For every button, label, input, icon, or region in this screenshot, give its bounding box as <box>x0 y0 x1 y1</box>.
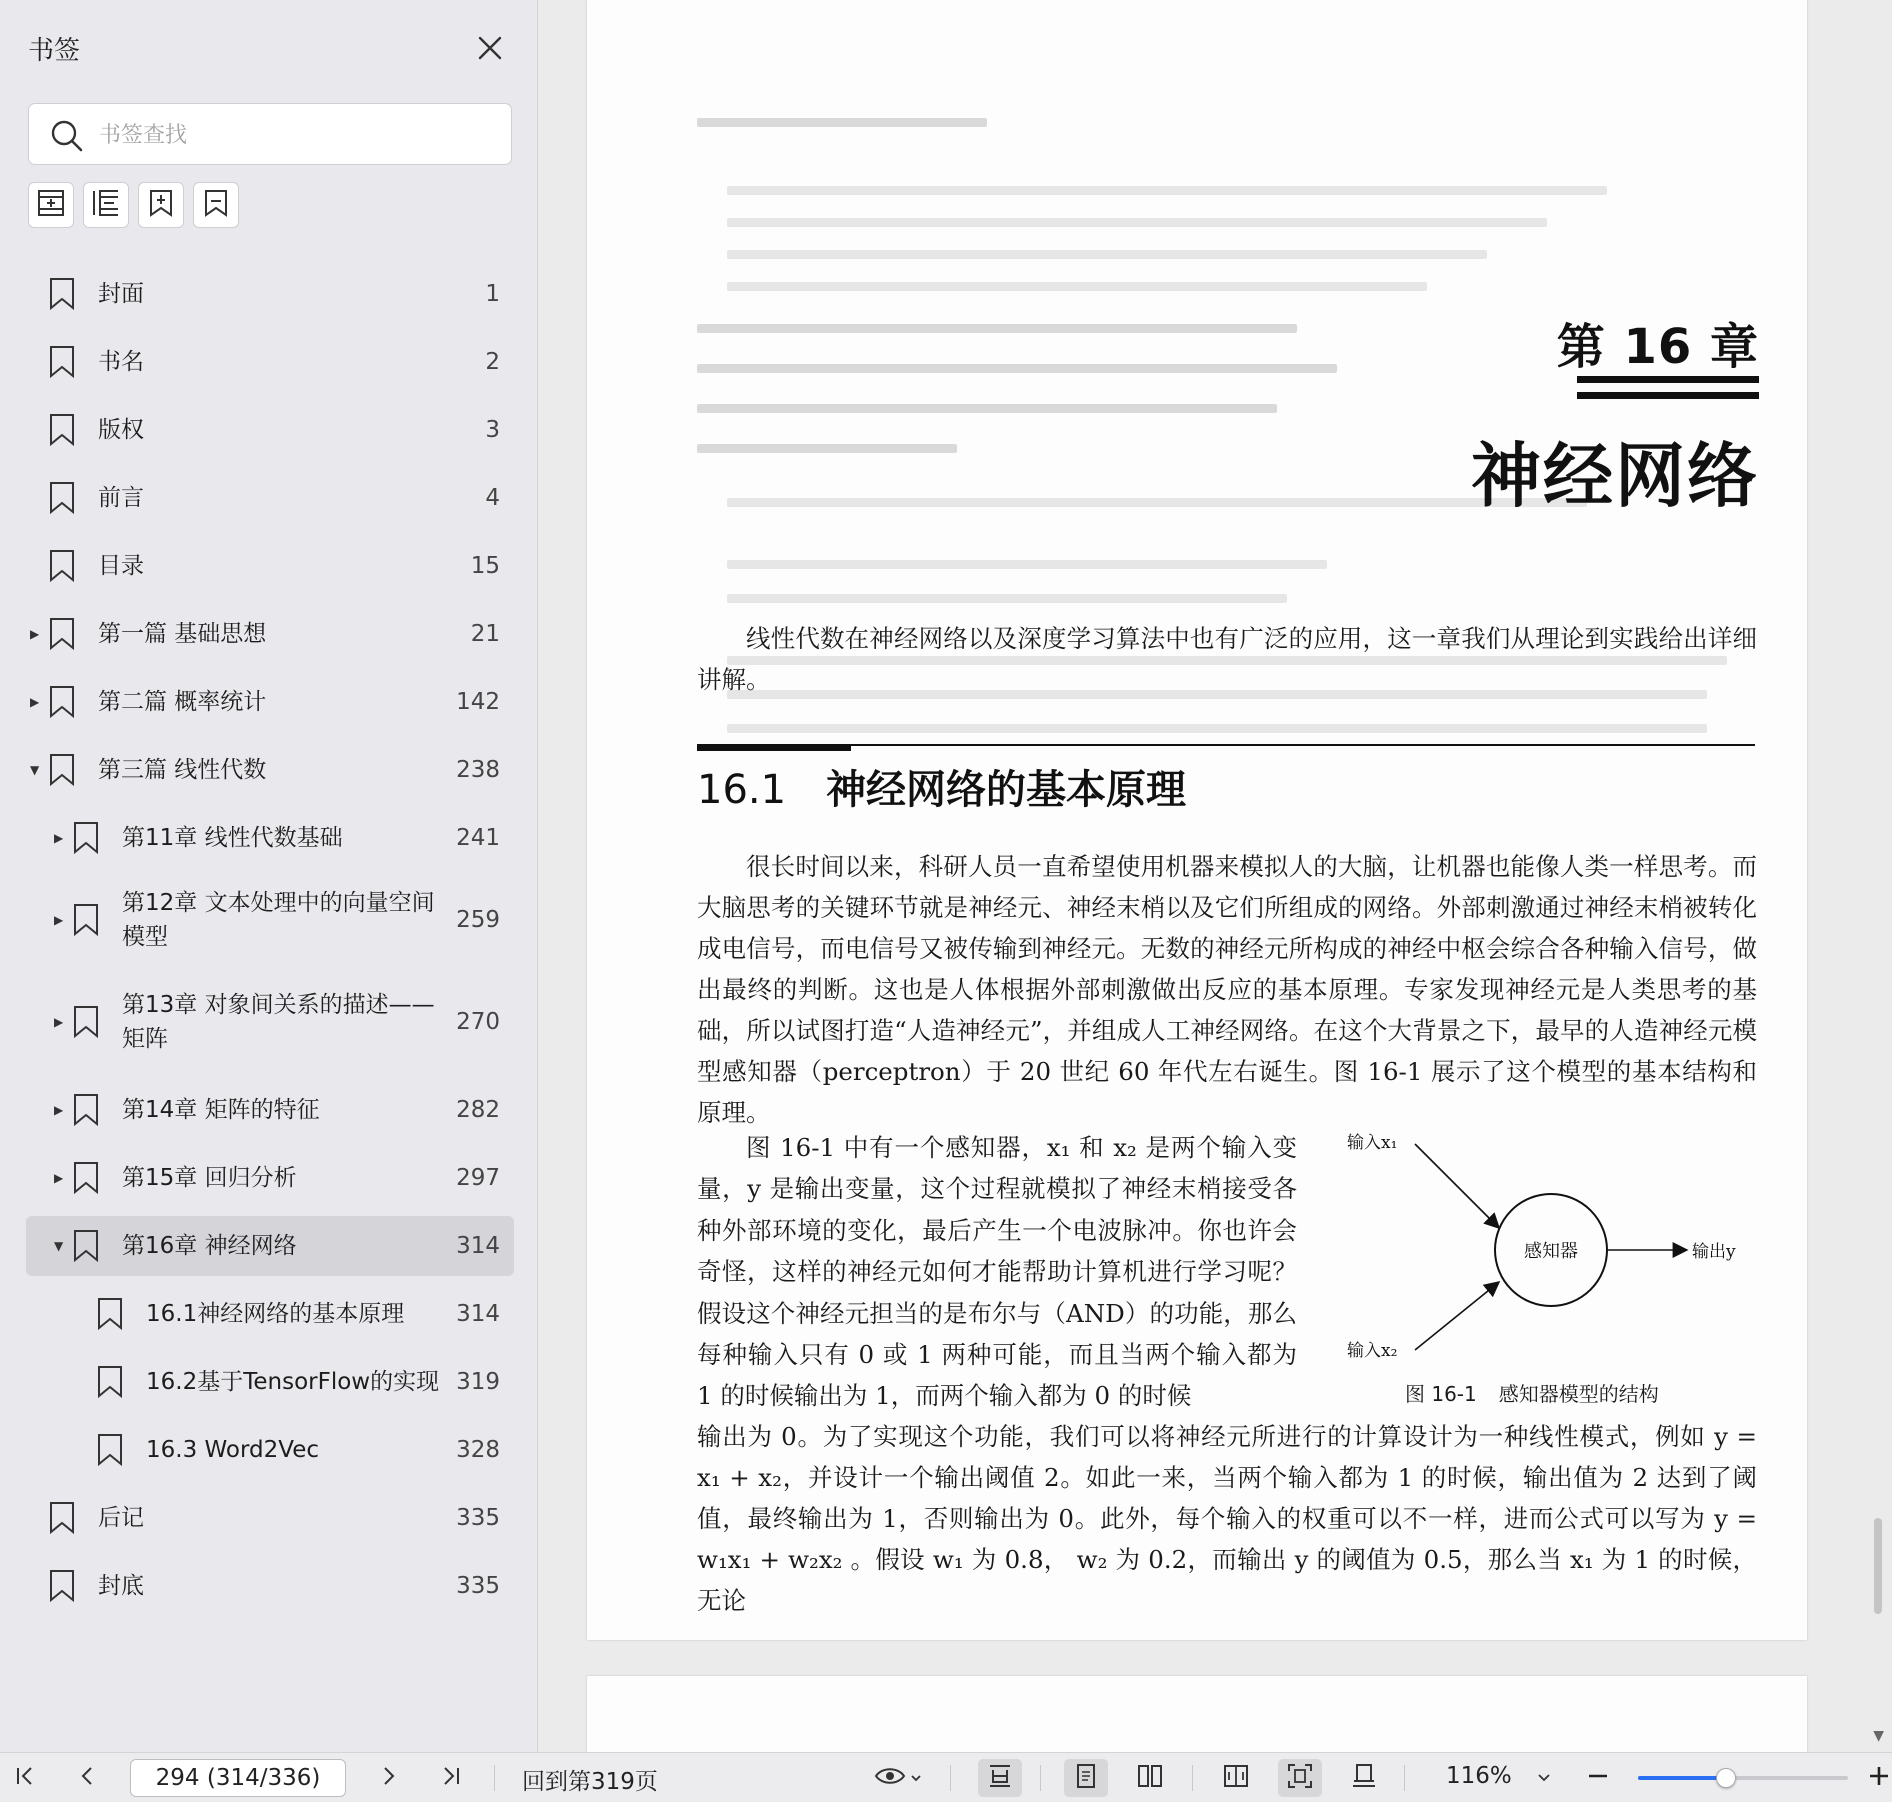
bookmark-icon <box>72 1005 100 1039</box>
book-mode-button[interactable] <box>1214 1759 1258 1797</box>
bookmark-icon <box>96 1297 124 1331</box>
add-bookmark-button[interactable] <box>28 182 74 228</box>
bookmark-label: 目录 <box>98 553 144 579</box>
go-to-page-link[interactable]: 回到第319页 <box>522 1769 658 1795</box>
add-sub-bookmark-button[interactable] <box>83 182 129 228</box>
fit-page-button[interactable] <box>1278 1759 1322 1797</box>
bookmark-label: 封面 <box>98 281 144 307</box>
bookmark-label: 书名 <box>98 349 144 375</box>
bottom-toolbar <box>0 1752 1892 1802</box>
zoom-in-button[interactable] <box>1866 1759 1892 1797</box>
scroll-mode-icon <box>1350 1762 1378 1794</box>
bookmark-page-number: 282 <box>456 1097 500 1123</box>
first-page-button[interactable] <box>8 1759 42 1797</box>
bookmark-item[interactable] <box>26 1148 514 1208</box>
bookmark-label: 第二篇 概率统计 <box>98 689 267 715</box>
bookmark-page-number: 238 <box>456 757 500 783</box>
bookmark-item[interactable] <box>26 604 514 664</box>
bookmark-label: 16.1神经网络的基本原理 <box>146 1301 405 1327</box>
toolbar-divider <box>950 1765 951 1791</box>
figure-input2-label: 输入x₂ <box>1347 1341 1398 1361</box>
last-page-button[interactable] <box>434 1759 468 1797</box>
bookmark-label: 第11章 线性代数基础 <box>122 825 343 851</box>
perceptron-figure <box>1347 1120 1767 1400</box>
figure-caption <box>1405 1378 1659 1407</box>
add-sub-bookmark-icon <box>91 188 121 222</box>
bookmark-page-number: 4 <box>485 485 500 511</box>
page-number-input[interactable] <box>130 1759 346 1797</box>
bookmark-page-number: 314 <box>456 1301 500 1327</box>
bookmark-page-number: 2 <box>485 349 500 375</box>
bookmark-page-number: 314 <box>456 1233 500 1259</box>
book-mode-icon <box>1222 1762 1250 1794</box>
fit-width-icon <box>986 1762 1014 1794</box>
bookmark-item[interactable] <box>26 1284 514 1344</box>
bookmark-item[interactable] <box>26 672 514 732</box>
bookmark-label: 版权 <box>98 417 144 443</box>
bookmark-icon <box>48 277 76 311</box>
caret-right-icon[interactable]: ▶ <box>54 1103 64 1117</box>
bookmark-search <box>28 103 512 165</box>
chevron-down-icon <box>910 1769 922 1788</box>
bookmark-icon <box>48 685 76 719</box>
bookmark-search-input[interactable] <box>99 116 489 154</box>
scroll-mode-button[interactable] <box>1342 1759 1386 1797</box>
bookmark-icon <box>48 1569 76 1603</box>
sidebar-title: 书签 <box>28 36 81 66</box>
toolbar-divider <box>1192 1765 1193 1791</box>
zoom-slider-fill <box>1638 1776 1726 1780</box>
bookmark-label: 第一篇 基础思想 <box>98 621 267 647</box>
chevron-left-icon <box>75 1764 99 1792</box>
toolbar-divider <box>1404 1765 1405 1791</box>
bookmark-sidebar <box>0 0 538 1752</box>
bookmark-page-number: 15 <box>470 553 500 579</box>
bookmark-page-number: 335 <box>456 1505 500 1531</box>
figure-input1-label: 输入x₁ <box>1347 1133 1398 1153</box>
bookmark-item[interactable] <box>26 1216 514 1276</box>
bookmark-icon <box>72 1161 100 1195</box>
bookmark-label: 封底 <box>98 1573 144 1599</box>
chapter-rule <box>1577 392 1759 399</box>
bookmark-icon <box>48 617 76 651</box>
bookmark-icon <box>48 345 76 379</box>
bookmark-page-number: 241 <box>456 825 500 851</box>
bookmark-icon <box>72 903 100 937</box>
bookmark-label: 前言 <box>98 485 144 511</box>
bookmark-item[interactable] <box>26 1488 514 1548</box>
bookmark-page-number: 319 <box>456 1369 500 1395</box>
bookmark-item[interactable] <box>26 1352 514 1412</box>
scroll-down-icon[interactable]: ▼ <box>1873 1728 1884 1744</box>
bookmark-item[interactable] <box>26 740 514 800</box>
close-icon[interactable] <box>470 28 510 68</box>
collapse-bookmark-button[interactable] <box>138 182 184 228</box>
figure-node-label: 感知器 <box>1524 1241 1578 1262</box>
plus-icon <box>1867 1764 1891 1792</box>
delete-bookmark-button[interactable] <box>193 182 239 228</box>
toolbar-divider <box>494 1765 495 1791</box>
section-title: 神经网络的基本原理 <box>826 767 1187 813</box>
chapter-rule <box>1577 376 1759 383</box>
search-icon <box>49 118 85 154</box>
bookmark-label: 第16章 神经网络 <box>122 1233 297 1259</box>
bookmark-label: 16.3 Word2Vec <box>146 1437 320 1463</box>
add-bookmark-icon <box>36 188 66 222</box>
figure-caption-text: 感知器模型的结构 <box>1498 1382 1659 1406</box>
bookmark-icon <box>48 549 76 583</box>
bookmark-page-number: 1 <box>485 281 500 307</box>
bookmark-item[interactable] <box>26 808 514 868</box>
previous-page-button[interactable] <box>70 1759 104 1797</box>
body-paragraph: 图 16-1 中有一个感知器，x₁ 和 x₂ 是两个输入变量，y 是输出变量，这个过程就模拟了神经末梢接受各种外部环境的变化，最后产生一个电波脉冲。你也许会奇怪，这样的神经元如何才能帮助计算机进行学习呢？假设这个神经元担当的是布尔与（AND）的功能，那么每种输入只有 0 或 1 两种可能，而且当两个输入都为 1 的时候输出为 1，而两个输入都为 0 的时候 <box>697 1133 1297 1411</box>
first-page-icon <box>13 1764 37 1792</box>
last-page-icon <box>439 1764 463 1792</box>
minus-icon <box>1586 1764 1610 1792</box>
bookmark-label: 第13章 对象间关系的描述——矩阵 <box>122 992 435 1052</box>
bookmark-page-number: 335 <box>456 1573 500 1599</box>
bookmark-item[interactable] <box>26 400 514 460</box>
body-paragraph: 很长时间以来，科研人员一直希望使用机器来模拟人的大脑，让机器也能像人类一样思考。而大脑思考的关键环节就是神经元、神经末梢以及它们所组成的网络。外部刺激通过神经末梢被转化成电信号，而电信号又被传输到神经元。无数的神经元所构成的神经中枢会综合各种输入信号，做出最终的判断。这也是人体根据外部刺激做出反应的基本原理。专家发现神经元是人类思考的基础，所以试图打造“人造神经元”，并组成人工神经网络。在这个大背景之下，最早的人造神经元模型感知器（perceptron）于 20 世纪 60 年代左右诞生。图 16-1 展示了这个模型的基本结构和原理。 <box>697 852 1757 1127</box>
bookmark-label: 后记 <box>98 1505 144 1531</box>
bookmark-icon <box>96 1433 124 1467</box>
document-page <box>587 0 1807 1640</box>
toolbar-divider <box>1040 1765 1041 1791</box>
bookmark-item[interactable] <box>26 332 514 392</box>
collapse-bookmark-icon <box>146 188 176 222</box>
document-view[interactable] <box>539 0 1892 1752</box>
bookmark-item[interactable] <box>26 978 514 1066</box>
caret-down-icon[interactable]: ▼ <box>54 1239 64 1253</box>
zoom-out-button[interactable] <box>1580 1759 1616 1797</box>
bookmark-item[interactable] <box>26 468 514 528</box>
bookmark-icon <box>48 1501 76 1535</box>
bookmark-item[interactable] <box>26 876 514 964</box>
fit-page-icon <box>1286 1762 1314 1794</box>
fit-width-button[interactable] <box>978 1759 1022 1797</box>
bookmark-item[interactable] <box>26 1420 514 1480</box>
bookmark-page-number: 297 <box>456 1165 500 1191</box>
bookmark-label: 16.2基于TensorFlow的实现 <box>146 1369 440 1395</box>
zoom-dropdown-button[interactable] <box>1530 1759 1558 1797</box>
bookmark-icon <box>72 1093 100 1127</box>
section-heading <box>697 758 1186 815</box>
bookmark-page-number: 142 <box>456 689 500 715</box>
zoom-slider-handle[interactable] <box>1716 1768 1736 1788</box>
section-rule <box>697 744 1755 746</box>
bookmark-icon <box>48 413 76 447</box>
bookmark-label: 第12章 文本处理中的向量空间模型 <box>122 890 435 950</box>
caret-right-icon[interactable]: ▶ <box>54 1015 64 1029</box>
single-page-icon <box>1072 1762 1100 1794</box>
caret-right-icon[interactable]: ▶ <box>30 627 40 641</box>
bookmark-page-number: 328 <box>456 1437 500 1463</box>
section-number: 16.1 <box>697 767 787 813</box>
figure-output-label: 输出y <box>1692 1242 1736 1262</box>
bookmark-item[interactable] <box>26 1556 514 1616</box>
bookmark-item[interactable] <box>26 536 514 596</box>
single-page-button[interactable] <box>1064 1759 1108 1797</box>
eye-icon <box>874 1764 908 1792</box>
bookmark-page-number: 270 <box>456 1009 500 1035</box>
two-page-icon <box>1136 1762 1164 1794</box>
section-rule <box>697 744 851 751</box>
zoom-slider[interactable] <box>1638 1776 1848 1780</box>
bookmark-icon <box>48 481 76 515</box>
chapter-intro: 线性代数在神经网络以及深度学习算法中也有广泛的应用，这一章我们从理论到实践给出详细讲解。 <box>697 624 1757 694</box>
bookmark-label: 第14章 矩阵的特征 <box>122 1097 320 1123</box>
bookmark-icon <box>72 1229 100 1263</box>
chevron-right-icon <box>377 1764 401 1792</box>
bookmark-label: 第15章 回归分析 <box>122 1165 297 1191</box>
two-page-button[interactable] <box>1128 1759 1172 1797</box>
chapter-title: 神经网络 <box>1471 435 1759 517</box>
bookmark-icon <box>201 188 231 222</box>
bookmark-page-number: 3 <box>485 417 500 443</box>
chevron-down-icon <box>1537 1769 1551 1788</box>
next-page-button[interactable] <box>372 1759 406 1797</box>
chapter-number: 第 16 章 <box>1556 319 1759 375</box>
bookmark-icon <box>72 821 100 855</box>
caret-right-icon[interactable]: ▶ <box>54 831 64 845</box>
caret-down-icon[interactable]: ▼ <box>30 763 40 777</box>
caret-right-icon[interactable]: ▶ <box>54 1171 64 1185</box>
bookmark-page-number: 259 <box>456 907 500 933</box>
bookmark-item[interactable] <box>26 264 514 324</box>
body-paragraph: 输出为 0。为了实现这个功能，我们可以将神经元所进行的计算设计为一种线性模式，例如 y = x₁ + x₂，并设计一个输出阈值 2。如此一来，当两个输入都为 1 的时候，输出值为 2 达到了阈值，最终输出为 1，否则输出为 0。此外，每个输入的权重可以不一样，进而公式可以写为 y = w₁x₁ + w₂x₂ 。假设 w₁ 为 0.8， w₂ 为 0.2，而输出 y 的阈值为 0.5，那么当 x₁ 为 1 的时候，无论 <box>697 1422 1757 1615</box>
caret-right-icon[interactable]: ▶ <box>54 913 64 927</box>
caret-right-icon[interactable]: ▶ <box>30 695 40 709</box>
document-scrollbar[interactable] <box>1874 1518 1882 1614</box>
bookmark-item[interactable] <box>26 1080 514 1140</box>
figure-caption-number: 图 16-1 <box>1405 1382 1477 1406</box>
bookmark-label: 第三篇 线性代数 <box>98 757 267 783</box>
bookmark-icon <box>96 1365 124 1399</box>
bookmark-page-number: 21 <box>470 621 500 647</box>
zoom-level[interactable]: 116% <box>1446 1763 1512 1789</box>
bookmark-icon <box>48 753 76 787</box>
view-mode-button[interactable] <box>866 1759 930 1797</box>
